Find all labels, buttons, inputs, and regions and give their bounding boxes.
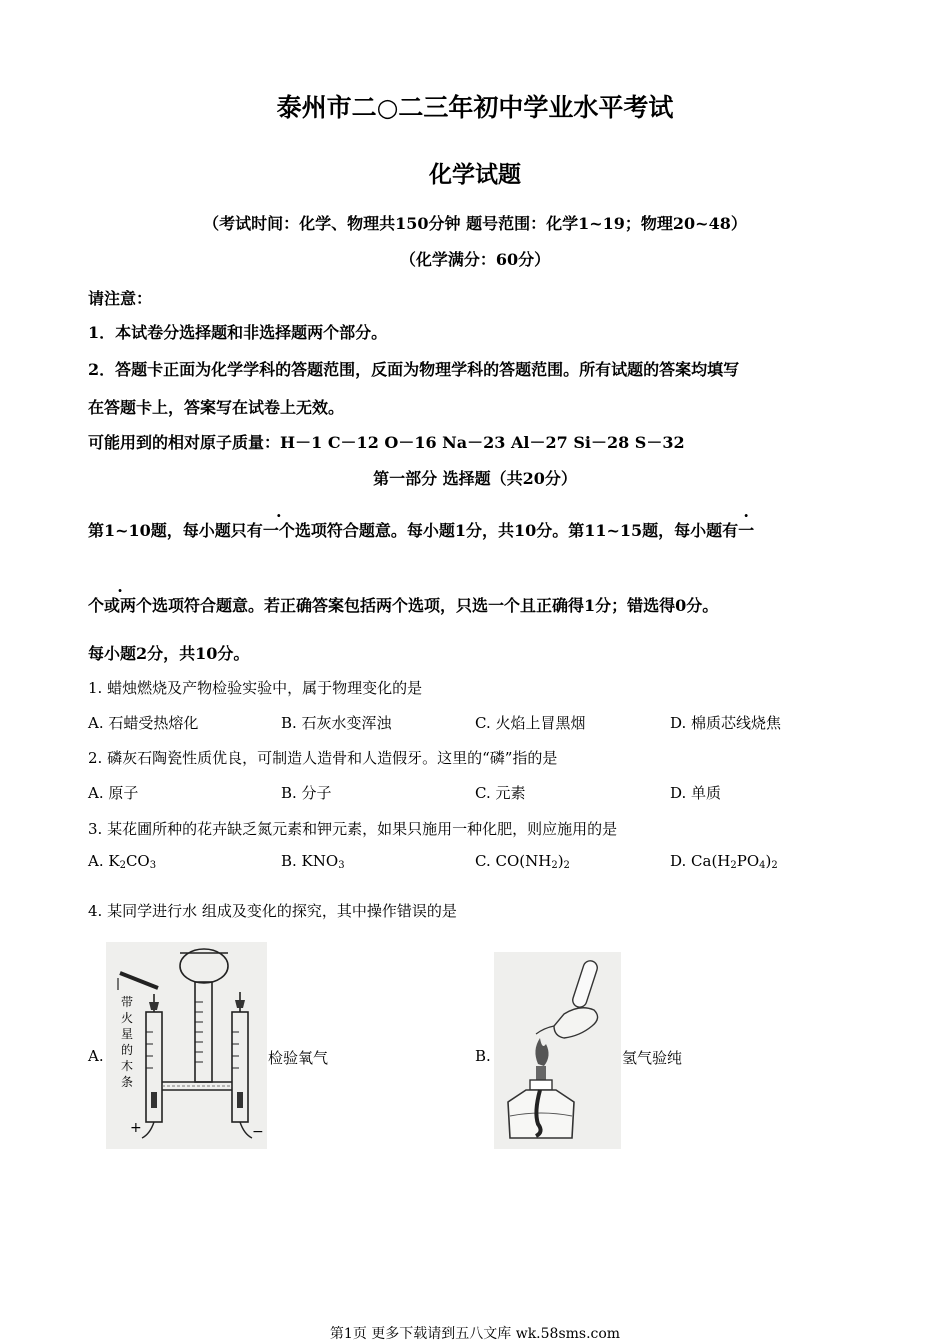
splint-label-char: 火 xyxy=(121,1011,134,1025)
electrolysis-apparatus-figure xyxy=(106,942,267,1149)
question-2-stem: 2. 磷灰石陶瓷性质优良，可制造人造骨和人造假牙。这里的“磷”指的是 xyxy=(88,749,558,767)
formula-subscript: 2 xyxy=(563,860,570,871)
question-2-option-c[interactable]: C. 元素 xyxy=(475,784,526,802)
question-2-option-b[interactable]: B. 分子 xyxy=(281,784,332,802)
splint-icon xyxy=(120,973,158,988)
formula-text: C. CO(NH xyxy=(475,852,552,870)
question-1-option-d[interactable]: D. 棉质芯线烧焦 xyxy=(670,714,782,732)
formula-text: D. Ca(H xyxy=(670,852,731,870)
question-2-option-d[interactable]: D. 单质 xyxy=(670,784,722,802)
formula-subscript: 3 xyxy=(149,860,157,871)
formula-subscript: 2 xyxy=(730,860,737,871)
question-3-option-a[interactable] xyxy=(88,852,156,871)
formula-subscript: 2 xyxy=(771,860,778,871)
question-3-option-b[interactable] xyxy=(281,852,345,871)
instr-text: 选项符合题意。若正确答案包括两个选项，只选一个且正确得1分；错选得0分。 xyxy=(152,596,719,615)
formula-subscript: 3 xyxy=(338,860,345,871)
emphasis-one: 一个 xyxy=(262,521,295,540)
splint-label-char: 带 xyxy=(121,995,134,1009)
notice-heading: 请注意： xyxy=(88,289,153,308)
formula-text: A. K xyxy=(88,852,120,870)
splint-label-char: 条 xyxy=(121,1075,134,1089)
question-2-option-a[interactable]: A. 原子 xyxy=(88,784,139,802)
formula-text: ) xyxy=(765,852,772,870)
question-4-stem: 4. 某同学进行水 组成及变化的探究，其中操作错误的是 xyxy=(88,902,457,920)
exam-time: （考试时间：化学、物理共150分钟 题号范围：化学1~19；物理20~48） xyxy=(203,214,747,233)
part1-instruction-line-1 xyxy=(88,518,754,541)
formula-subscript: 2 xyxy=(551,860,558,871)
splint-label-char: 的 xyxy=(121,1043,134,1057)
full-score: （化学满分：60分） xyxy=(399,250,551,269)
question-1-option-b[interactable]: B. 石灰水变浑浊 xyxy=(281,714,392,732)
question-3-option-c[interactable] xyxy=(475,852,570,871)
formula-text: ) xyxy=(557,852,564,870)
question-4-option-a-caption: 检验氧气 xyxy=(268,1049,329,1067)
part1-instruction-line-3: 每小题2分，共10分。 xyxy=(88,644,250,663)
question-4-option-a-label[interactable]: A. xyxy=(88,1047,104,1065)
instr-text: 选项符合题意。每小题1分，共10分。第11~15题，每小题有 xyxy=(294,521,739,540)
flame-icon xyxy=(535,1038,548,1066)
emphasis-one-or: 一 xyxy=(738,521,755,540)
formula-text: CO xyxy=(125,852,150,870)
formula-text: PO xyxy=(736,852,760,870)
electrolysis-apparatus-drawing xyxy=(106,942,267,1149)
question-3-option-d[interactable] xyxy=(670,852,778,871)
formula-text: B. KNO xyxy=(281,852,339,870)
notice-item-2-line-1: 2．答题卡正面为化学学科的答题范围，反面为物理学科的答题范围。所有试题的答案均填写 xyxy=(88,360,740,379)
question-4-option-b-label[interactable]: B. xyxy=(475,1047,491,1065)
formula-subscript: 2 xyxy=(119,860,126,871)
test-tube-icon xyxy=(571,959,599,1009)
reservoir-bulb-icon xyxy=(180,949,228,983)
instr-text: 第1~10题，每小题只有 xyxy=(88,521,263,540)
hand-icon xyxy=(554,1008,598,1038)
splint-label-char: 木 xyxy=(121,1059,134,1073)
minus-sign: − xyxy=(252,1124,264,1140)
notice-item-2-line-2: 在答题卡上，答案写在试卷上无效。 xyxy=(88,398,345,417)
hydrogen-purity-test-figure xyxy=(494,952,621,1149)
exam-subtitle: 化学试题 xyxy=(429,161,521,188)
emphasis-one-or-two: 个或两个 xyxy=(88,596,153,615)
atomic-mass: 可能用到的相对原子质量：H－1 C－12 O－16 Na－23 Al－27 Si－28 S－32 xyxy=(88,433,685,452)
question-1-stem: 1. 蜡烛燃烧及产物检验实验中，属于物理变化的是 xyxy=(88,679,423,697)
notice-item-1: 1．本试卷分选择题和非选择题两个部分。 xyxy=(88,323,388,342)
page-footer: 第1页 更多下载请到五八文库 wk.58sms.com xyxy=(329,1326,621,1342)
question-4-option-b-caption: 氢气验纯 xyxy=(622,1049,683,1067)
exam-title: 泰州市二○二三年初中学业水平考试 xyxy=(276,93,674,122)
part1-instruction-line-2 xyxy=(88,593,718,616)
plus-sign: + xyxy=(130,1120,142,1136)
part1-heading: 第一部分 选择题（共20分） xyxy=(373,469,577,488)
question-3-stem: 3. 某花圃所种的花卉缺乏氮元素和钾元素，如果只施用一种化肥，则应施用的是 xyxy=(88,820,618,838)
hydrogen-purity-drawing xyxy=(494,952,621,1149)
formula-subscript: 4 xyxy=(759,860,766,871)
question-1-option-a[interactable]: A. 石蜡受热熔化 xyxy=(88,714,199,732)
question-1-option-c[interactable]: C. 火焰上冒黑烟 xyxy=(475,714,586,732)
splint-label-char: 星 xyxy=(121,1027,134,1041)
